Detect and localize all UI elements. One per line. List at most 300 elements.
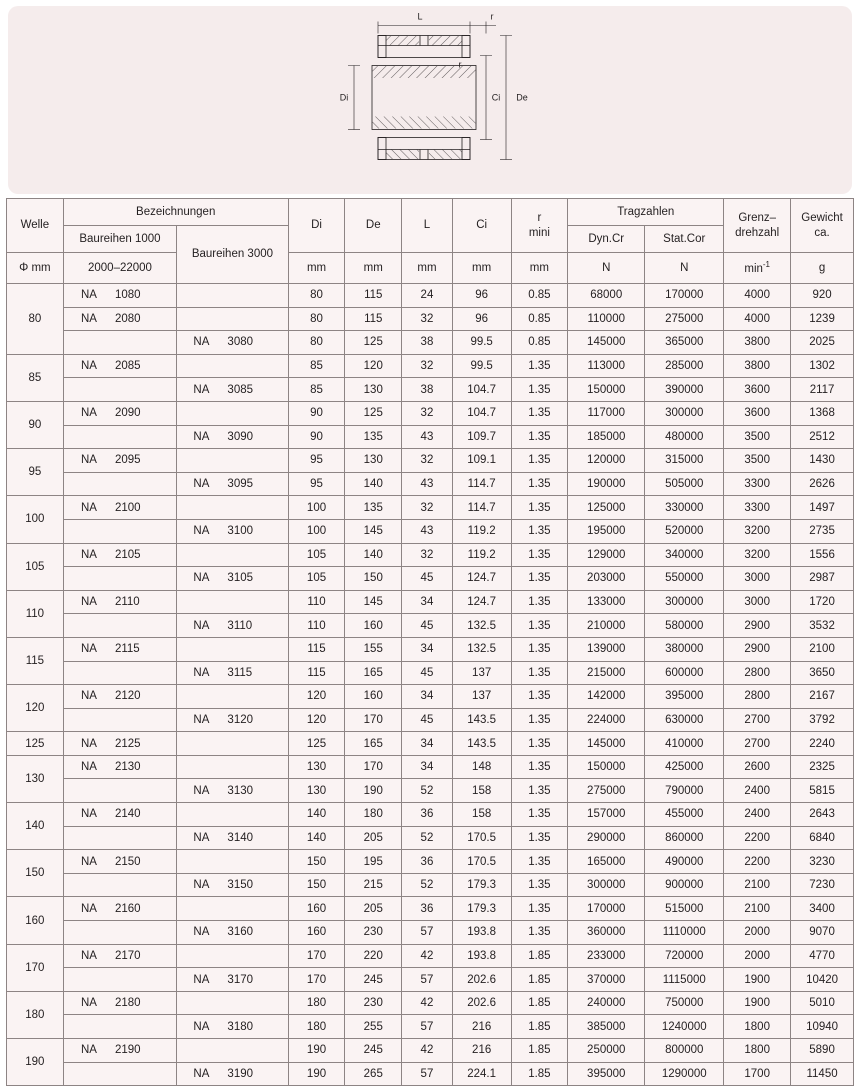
cell-r: 1.35 xyxy=(511,826,568,850)
cell-grenzdrehzahl: 2900 xyxy=(724,637,791,661)
cell-baureihen-1000 xyxy=(63,1015,176,1039)
cell-baureihen-3000 xyxy=(177,1039,288,1063)
cell-l: 42 xyxy=(402,944,453,968)
cell-gewicht: 5815 xyxy=(791,779,854,803)
cell-baureihen-1000 xyxy=(63,614,176,638)
bearing-spec-table xyxy=(6,198,854,1086)
cell-baureihen-3000 xyxy=(177,685,288,709)
cell-baureihen-3000 xyxy=(177,590,288,614)
cell-di: 105 xyxy=(288,567,345,591)
cell-r: 1.35 xyxy=(511,519,568,543)
cell-l: 32 xyxy=(402,307,453,331)
cell-de: 220 xyxy=(345,944,402,968)
cell-grenzdrehzahl: 1800 xyxy=(724,1015,791,1039)
cell-r: 1.35 xyxy=(511,567,568,591)
cell-r: 1.35 xyxy=(511,590,568,614)
cell-stat-cor: 455000 xyxy=(645,803,724,827)
cell-l: 34 xyxy=(402,685,453,709)
cell-stat-cor: 580000 xyxy=(645,614,724,638)
table-row xyxy=(7,685,854,709)
cell-baureihen-3000: NA 3110 xyxy=(177,614,288,638)
cell-de: 190 xyxy=(345,779,402,803)
cell-baureihen-3000: NA 3115 xyxy=(177,661,288,685)
table-row xyxy=(7,991,854,1015)
cell-stat-cor: 365000 xyxy=(645,331,724,355)
cell-de: 230 xyxy=(345,991,402,1015)
header-dyn: Dyn.Cr xyxy=(568,226,645,253)
header-r xyxy=(511,199,568,253)
header-tragzahlen: Tragzahlen xyxy=(568,199,724,226)
table-row xyxy=(7,1015,854,1039)
cell-dyn-cr: 139000 xyxy=(568,637,645,661)
cell-r: 0.85 xyxy=(511,284,568,308)
cell-gewicht: 3792 xyxy=(791,708,854,732)
cell-baureihen-1000: NA 2085 xyxy=(63,354,176,378)
table-row xyxy=(7,567,854,591)
cell-di: 190 xyxy=(288,1039,345,1063)
cell-gewicht: 1368 xyxy=(791,401,854,425)
cell-stat-cor: 330000 xyxy=(645,496,724,520)
cell-di: 100 xyxy=(288,519,345,543)
cell-gewicht: 920 xyxy=(791,284,854,308)
cell-stat-cor: 630000 xyxy=(645,708,724,732)
cell-grenzdrehzahl: 3600 xyxy=(724,378,791,402)
header-di: Di xyxy=(288,199,345,253)
cell-stat-cor: 900000 xyxy=(645,873,724,897)
cell-ci: 170.5 xyxy=(452,826,511,850)
table-row xyxy=(7,1039,854,1063)
cell-di: 140 xyxy=(288,803,345,827)
header-r-sub: mini xyxy=(528,226,550,239)
cell-r: 0.85 xyxy=(511,307,568,331)
cell-gewicht: 3400 xyxy=(791,897,854,921)
cell-stat-cor: 720000 xyxy=(645,944,724,968)
cell-welle: 95 xyxy=(7,449,64,496)
cell-gewicht: 4770 xyxy=(791,944,854,968)
cell-r: 1.35 xyxy=(511,873,568,897)
cell-baureihen-1000 xyxy=(63,567,176,591)
cell-de: 155 xyxy=(345,637,402,661)
cell-ci: 137 xyxy=(452,661,511,685)
cell-baureihen-3000 xyxy=(177,401,288,425)
cell-grenzdrehzahl: 2700 xyxy=(724,732,791,756)
table-row xyxy=(7,732,854,756)
cell-r: 1.85 xyxy=(511,944,568,968)
table-row xyxy=(7,496,854,520)
cell-grenzdrehzahl: 2800 xyxy=(724,661,791,685)
cell-gewicht: 2100 xyxy=(791,637,854,661)
cell-baureihen-1000: NA 2140 xyxy=(63,803,176,827)
cell-baureihen-3000 xyxy=(177,991,288,1015)
cell-l: 38 xyxy=(402,331,453,355)
cell-l: 52 xyxy=(402,779,453,803)
cell-de: 130 xyxy=(345,449,402,473)
header-grenz-line1: Grenz– xyxy=(738,212,777,225)
cell-baureihen-3000: NA 3180 xyxy=(177,1015,288,1039)
cell-gewicht: 1556 xyxy=(791,543,854,567)
cell-de: 205 xyxy=(345,897,402,921)
cell-gewicht: 5010 xyxy=(791,991,854,1015)
table-row xyxy=(7,850,854,874)
table-row xyxy=(7,921,854,945)
cell-ci: 202.6 xyxy=(452,991,511,1015)
cell-baureihen-1000 xyxy=(63,779,176,803)
cell-r: 1.35 xyxy=(511,401,568,425)
cell-stat-cor: 275000 xyxy=(645,307,724,331)
table-row xyxy=(7,873,854,897)
cell-baureihen-1000 xyxy=(63,873,176,897)
cell-baureihen-1000 xyxy=(63,661,176,685)
cell-stat-cor: 860000 xyxy=(645,826,724,850)
cell-l: 36 xyxy=(402,850,453,874)
header-de: De xyxy=(345,199,402,253)
cell-di: 90 xyxy=(288,401,345,425)
cell-de: 230 xyxy=(345,921,402,945)
cell-r: 0.85 xyxy=(511,331,568,355)
cell-ci: 179.3 xyxy=(452,897,511,921)
cell-l: 57 xyxy=(402,921,453,945)
cell-ci: 104.7 xyxy=(452,401,511,425)
cell-stat-cor: 300000 xyxy=(645,590,724,614)
cell-stat-cor: 425000 xyxy=(645,755,724,779)
cell-baureihen-1000: NA 2130 xyxy=(63,755,176,779)
cell-baureihen-3000: NA 3140 xyxy=(177,826,288,850)
cell-stat-cor: 300000 xyxy=(645,401,724,425)
cell-stat-cor: 395000 xyxy=(645,685,724,709)
cell-stat-cor: 550000 xyxy=(645,567,724,591)
cell-di: 130 xyxy=(288,779,345,803)
cell-ci: 132.5 xyxy=(452,614,511,638)
cell-grenzdrehzahl: 2700 xyxy=(724,708,791,732)
cell-r: 1.85 xyxy=(511,1015,568,1039)
cell-grenzdrehzahl: 2100 xyxy=(724,873,791,897)
label-Di: Di xyxy=(339,92,349,103)
cell-baureihen-3000: NA 3080 xyxy=(177,331,288,355)
header-row-3 xyxy=(7,253,854,284)
cell-gewicht: 2325 xyxy=(791,755,854,779)
cell-dyn-cr: 210000 xyxy=(568,614,645,638)
cell-r: 1.85 xyxy=(511,991,568,1015)
cell-ci: 216 xyxy=(452,1039,511,1063)
cell-stat-cor: 170000 xyxy=(645,284,724,308)
cell-welle: 80 xyxy=(7,284,64,355)
table-row xyxy=(7,449,854,473)
cell-baureihen-1000 xyxy=(63,1062,176,1086)
cell-r: 1.35 xyxy=(511,803,568,827)
cell-de: 170 xyxy=(345,708,402,732)
bearing-cross-section-svg xyxy=(300,8,560,188)
cell-gewicht: 11450 xyxy=(791,1062,854,1086)
table-row xyxy=(7,543,854,567)
cell-r: 1.85 xyxy=(511,1039,568,1063)
cell-grenzdrehzahl: 3500 xyxy=(724,425,791,449)
table-row xyxy=(7,425,854,449)
cell-de: 135 xyxy=(345,496,402,520)
cell-ci: 202.6 xyxy=(452,968,511,992)
cell-grenzdrehzahl: 2000 xyxy=(724,944,791,968)
cell-de: 115 xyxy=(345,307,402,331)
cell-gewicht: 5890 xyxy=(791,1039,854,1063)
cell-r: 1.35 xyxy=(511,543,568,567)
cell-dyn-cr: 385000 xyxy=(568,1015,645,1039)
table-row xyxy=(7,378,854,402)
cell-grenzdrehzahl: 3300 xyxy=(724,472,791,496)
cell-di: 95 xyxy=(288,472,345,496)
table-row xyxy=(7,755,854,779)
header-welle: Welle xyxy=(7,199,64,253)
cell-stat-cor: 285000 xyxy=(645,354,724,378)
cell-ci: 148 xyxy=(452,755,511,779)
cell-l: 36 xyxy=(402,897,453,921)
cell-grenzdrehzahl: 3000 xyxy=(724,567,791,591)
cell-dyn-cr: 190000 xyxy=(568,472,645,496)
cell-dyn-cr: 250000 xyxy=(568,1039,645,1063)
cell-baureihen-1000 xyxy=(63,826,176,850)
cell-di: 130 xyxy=(288,755,345,779)
cell-dyn-cr: 150000 xyxy=(568,755,645,779)
cell-r: 1.35 xyxy=(511,637,568,661)
header-baureihen-1000: Baureihen 1000 xyxy=(63,226,176,253)
cell-dyn-cr: 157000 xyxy=(568,803,645,827)
unit-stat: N xyxy=(645,253,724,284)
cell-ci: 99.5 xyxy=(452,354,511,378)
cell-gewicht: 2626 xyxy=(791,472,854,496)
cell-ci: 124.7 xyxy=(452,567,511,591)
cell-baureihen-3000 xyxy=(177,449,288,473)
cell-welle: 180 xyxy=(7,991,64,1038)
cell-welle: 160 xyxy=(7,897,64,944)
cell-di: 85 xyxy=(288,354,345,378)
cell-gewicht: 2025 xyxy=(791,331,854,355)
cell-baureihen-1000 xyxy=(63,425,176,449)
cell-baureihen-1000: NA 2115 xyxy=(63,637,176,661)
cell-l: 52 xyxy=(402,873,453,897)
cell-baureihen-1000: NA 2110 xyxy=(63,590,176,614)
cell-grenzdrehzahl: 1800 xyxy=(724,1039,791,1063)
header-l: L xyxy=(402,199,453,253)
cell-stat-cor: 390000 xyxy=(645,378,724,402)
cell-dyn-cr: 145000 xyxy=(568,331,645,355)
header-baureihen-3000: Baureihen 3000 xyxy=(177,226,288,284)
table-row xyxy=(7,826,854,850)
cell-ci: 193.8 xyxy=(452,944,511,968)
cell-baureihen-1000 xyxy=(63,378,176,402)
cell-baureihen-3000 xyxy=(177,850,288,874)
cell-di: 190 xyxy=(288,1062,345,1086)
cell-welle: 190 xyxy=(7,1039,64,1086)
cell-de: 120 xyxy=(345,354,402,378)
cell-r: 1.35 xyxy=(511,378,568,402)
cell-l: 32 xyxy=(402,354,453,378)
cell-dyn-cr: 290000 xyxy=(568,826,645,850)
cell-ci: 114.7 xyxy=(452,496,511,520)
cell-di: 95 xyxy=(288,449,345,473)
cell-l: 32 xyxy=(402,496,453,520)
cell-grenzdrehzahl: 3800 xyxy=(724,331,791,355)
cell-di: 170 xyxy=(288,968,345,992)
cell-di: 115 xyxy=(288,637,345,661)
cell-r: 1.35 xyxy=(511,732,568,756)
cell-dyn-cr: 125000 xyxy=(568,496,645,520)
cell-dyn-cr: 195000 xyxy=(568,519,645,543)
cell-r: 1.35 xyxy=(511,897,568,921)
cell-de: 145 xyxy=(345,519,402,543)
table-row xyxy=(7,637,854,661)
cell-di: 125 xyxy=(288,732,345,756)
cell-gewicht: 7230 xyxy=(791,873,854,897)
cell-l: 34 xyxy=(402,637,453,661)
cell-grenzdrehzahl: 2400 xyxy=(724,803,791,827)
cell-di: 100 xyxy=(288,496,345,520)
cell-grenzdrehzahl: 2100 xyxy=(724,897,791,921)
cell-dyn-cr: 142000 xyxy=(568,685,645,709)
cell-l: 38 xyxy=(402,378,453,402)
cell-baureihen-3000 xyxy=(177,803,288,827)
cell-dyn-cr: 150000 xyxy=(568,378,645,402)
cell-stat-cor: 315000 xyxy=(645,449,724,473)
table-row xyxy=(7,614,854,638)
cell-r: 1.35 xyxy=(511,425,568,449)
cell-dyn-cr: 395000 xyxy=(568,1062,645,1086)
header-welle-unit: Φ mm xyxy=(7,253,64,284)
cell-di: 170 xyxy=(288,944,345,968)
cell-gewicht: 10420 xyxy=(791,968,854,992)
header-baureihen-1000-sub: 2000–22000 xyxy=(63,253,176,284)
cell-de: 140 xyxy=(345,543,402,567)
cell-baureihen-1000 xyxy=(63,331,176,355)
header-bezeichnungen: Bezeichnungen xyxy=(63,199,288,226)
cell-baureihen-3000 xyxy=(177,496,288,520)
cell-ci: 224.1 xyxy=(452,1062,511,1086)
cell-l: 43 xyxy=(402,425,453,449)
cell-stat-cor: 340000 xyxy=(645,543,724,567)
cell-gewicht: 2167 xyxy=(791,685,854,709)
table-row xyxy=(7,519,854,543)
cell-baureihen-1000: NA 2190 xyxy=(63,1039,176,1063)
header-gewicht-line1: Gewicht xyxy=(801,212,843,225)
cell-ci: 158 xyxy=(452,803,511,827)
cell-gewicht: 1497 xyxy=(791,496,854,520)
cell-r: 1.35 xyxy=(511,921,568,945)
cell-ci: 104.7 xyxy=(452,378,511,402)
cell-gewicht: 2240 xyxy=(791,732,854,756)
cell-gewicht: 3650 xyxy=(791,661,854,685)
table-body xyxy=(7,284,854,1086)
cell-grenzdrehzahl: 3800 xyxy=(724,354,791,378)
cell-dyn-cr: 120000 xyxy=(568,449,645,473)
cell-de: 115 xyxy=(345,284,402,308)
cell-baureihen-3000: NA 3100 xyxy=(177,519,288,543)
table-row xyxy=(7,354,854,378)
table-row xyxy=(7,401,854,425)
cell-l: 34 xyxy=(402,755,453,779)
cell-grenzdrehzahl: 2400 xyxy=(724,779,791,803)
cell-gewicht: 2117 xyxy=(791,378,854,402)
cell-baureihen-1000: NA 1080 xyxy=(63,284,176,308)
cell-l: 45 xyxy=(402,661,453,685)
cell-ci: 143.5 xyxy=(452,732,511,756)
cell-grenzdrehzahl: 3600 xyxy=(724,401,791,425)
cell-de: 160 xyxy=(345,685,402,709)
cell-de: 165 xyxy=(345,661,402,685)
cell-gewicht: 1720 xyxy=(791,590,854,614)
cell-stat-cor: 1240000 xyxy=(645,1015,724,1039)
cell-gewicht: 3532 xyxy=(791,614,854,638)
cell-gewicht: 1239 xyxy=(791,307,854,331)
cell-baureihen-1000 xyxy=(63,921,176,945)
header-ci: Ci xyxy=(452,199,511,253)
cell-grenzdrehzahl: 3200 xyxy=(724,543,791,567)
cell-baureihen-3000 xyxy=(177,732,288,756)
cell-baureihen-3000: NA 3190 xyxy=(177,1062,288,1086)
cell-baureihen-1000 xyxy=(63,472,176,496)
cell-grenzdrehzahl: 3500 xyxy=(724,449,791,473)
table-header xyxy=(7,199,854,284)
unit-grenz xyxy=(724,253,791,284)
cell-baureihen-3000 xyxy=(177,354,288,378)
cell-welle: 105 xyxy=(7,543,64,590)
cell-di: 80 xyxy=(288,307,345,331)
cell-baureihen-3000 xyxy=(177,755,288,779)
cell-stat-cor: 1110000 xyxy=(645,921,724,945)
cell-di: 160 xyxy=(288,897,345,921)
page-root xyxy=(0,6,860,1080)
cell-stat-cor: 515000 xyxy=(645,897,724,921)
bearing-diagram-panel xyxy=(8,6,852,194)
cell-ci: 216 xyxy=(452,1015,511,1039)
cell-stat-cor: 410000 xyxy=(645,732,724,756)
table-row xyxy=(7,590,854,614)
table-row xyxy=(7,968,854,992)
cell-l: 32 xyxy=(402,543,453,567)
cell-dyn-cr: 360000 xyxy=(568,921,645,945)
cell-r: 1.35 xyxy=(511,685,568,709)
cell-de: 215 xyxy=(345,873,402,897)
cell-welle: 90 xyxy=(7,401,64,448)
cell-de: 160 xyxy=(345,614,402,638)
cell-r: 1.35 xyxy=(511,449,568,473)
cell-baureihen-3000 xyxy=(177,307,288,331)
table-row xyxy=(7,708,854,732)
cell-ci: 137 xyxy=(452,685,511,709)
cell-l: 34 xyxy=(402,732,453,756)
cell-welle: 110 xyxy=(7,590,64,637)
cell-l: 43 xyxy=(402,519,453,543)
cell-grenzdrehzahl: 4000 xyxy=(724,307,791,331)
cell-gewicht: 10940 xyxy=(791,1015,854,1039)
cell-grenzdrehzahl: 2200 xyxy=(724,826,791,850)
cell-stat-cor: 1115000 xyxy=(645,968,724,992)
cell-dyn-cr: 240000 xyxy=(568,991,645,1015)
cell-baureihen-3000: NA 3150 xyxy=(177,873,288,897)
cell-dyn-cr: 165000 xyxy=(568,850,645,874)
cell-l: 34 xyxy=(402,590,453,614)
cell-di: 180 xyxy=(288,1015,345,1039)
cell-dyn-cr: 215000 xyxy=(568,661,645,685)
cell-di: 180 xyxy=(288,991,345,1015)
cell-grenzdrehzahl: 1700 xyxy=(724,1062,791,1086)
table-row xyxy=(7,1062,854,1086)
cell-dyn-cr: 129000 xyxy=(568,543,645,567)
table-row xyxy=(7,331,854,355)
cell-baureihen-3000 xyxy=(177,543,288,567)
table-row xyxy=(7,944,854,968)
cell-l: 57 xyxy=(402,968,453,992)
cell-gewicht: 1302 xyxy=(791,354,854,378)
cell-di: 85 xyxy=(288,378,345,402)
cell-r: 1.35 xyxy=(511,496,568,520)
cell-de: 125 xyxy=(345,401,402,425)
